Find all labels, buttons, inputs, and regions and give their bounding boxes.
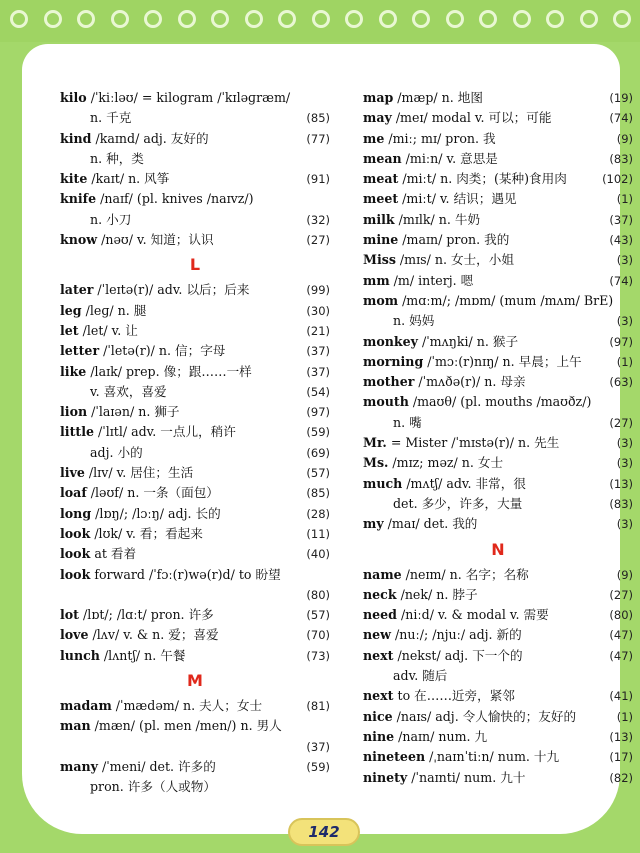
entry-text: knife /naɪf/ (pl. knives /naɪvz/) xyxy=(60,191,254,207)
glossary-entry xyxy=(60,605,330,625)
entry-text: kind /kaɪnd/ adj. 友好的 xyxy=(60,130,209,146)
entry-text: look forward /ˈfɔː(r)wə(r)d/ to 盼望 xyxy=(60,566,281,582)
headword: know xyxy=(60,232,98,248)
glossary-entry xyxy=(363,392,633,412)
unit-reference: (97) xyxy=(306,405,330,420)
entry-text: Miss /mɪs/ n. 女士，小姐 xyxy=(363,252,514,268)
entry-text: next to 在……近旁，紧邻 xyxy=(363,688,515,704)
unit-reference: (1) xyxy=(616,192,633,207)
unit-reference: (9) xyxy=(616,131,633,146)
glossary-entry xyxy=(363,514,633,534)
headword: milk xyxy=(363,211,395,227)
unit-reference: (47) xyxy=(609,628,633,643)
section-letter: M xyxy=(187,671,203,691)
entry-text: man /mæn/ (pl. men /men/) n. 男人 xyxy=(60,718,282,734)
binder-rings xyxy=(0,4,640,38)
entry-text: nine /naɪn/ num. 九 xyxy=(363,728,488,744)
entry-text: many /ˈmeni/ det. 许多的 xyxy=(60,758,216,774)
binder-ring-icon xyxy=(546,10,564,28)
glossary-entry xyxy=(363,494,633,514)
entry-text: live /lɪv/ v. 居住；生活 xyxy=(60,465,194,481)
headword: look xyxy=(60,525,91,541)
headword: loaf xyxy=(60,485,87,501)
glossary-entry xyxy=(60,88,330,108)
headword: Miss xyxy=(363,252,396,268)
entry-text: me /miː; mɪ/ pron. 我 xyxy=(363,130,496,146)
unit-reference: (28) xyxy=(306,506,330,521)
glossary-entry xyxy=(363,271,633,291)
unit-reference: (99) xyxy=(306,283,330,298)
glossary-entry xyxy=(60,443,330,463)
entry-text: loaf /ləʊf/ n. 一条（面包） xyxy=(60,485,219,501)
entry-text: look /lʊk/ v. 看；看起来 xyxy=(60,525,203,541)
glossary-entry xyxy=(363,169,633,189)
unit-reference: (57) xyxy=(306,466,330,481)
unit-reference: (83) xyxy=(609,151,633,166)
entry-text: nineteen /ˌnaɪnˈtiːn/ num. 十九 xyxy=(363,749,560,765)
headword: may xyxy=(363,110,392,126)
glossary-entry xyxy=(363,210,633,230)
unit-reference: (80) xyxy=(609,608,633,623)
binder-ring-icon xyxy=(211,10,229,28)
glossary-entry xyxy=(363,332,633,352)
glossary-entry xyxy=(363,625,633,645)
entry-text: long /lɒŋ/; /lɔːŋ/ adj. 长的 xyxy=(60,505,221,521)
glossary-entry xyxy=(363,433,633,453)
unit-reference: (82) xyxy=(609,770,633,785)
headword: lunch xyxy=(60,647,100,663)
entry-text: later /ˈleɪtə(r)/ adv. 以后；后来 xyxy=(60,282,250,298)
headword: live xyxy=(60,465,85,481)
glossary-entry xyxy=(60,463,330,483)
unit-reference: (47) xyxy=(609,648,633,663)
entry-text: my /maɪ/ det. 我的 xyxy=(363,516,478,532)
unit-reference: (9) xyxy=(616,567,633,582)
binder-ring-icon xyxy=(245,10,263,28)
left-column xyxy=(60,88,330,798)
entry-text: next /nekst/ adj. 下一个的 xyxy=(363,647,523,663)
binder-ring-icon xyxy=(111,10,129,28)
glossary-entry xyxy=(363,291,633,311)
entry-text: monkey /ˈmʌŋki/ n. 猴子 xyxy=(363,333,519,349)
entry-text: let /let/ v. 让 xyxy=(60,322,138,338)
binder-ring-icon xyxy=(144,10,162,28)
glossary-entry xyxy=(363,372,633,392)
glossary-entry xyxy=(60,321,330,341)
headword: madam xyxy=(60,698,112,714)
entry-text: kite /kaɪt/ n. 风筝 xyxy=(60,171,170,187)
glossary-entry xyxy=(363,646,633,666)
glossary-entry xyxy=(60,422,330,442)
headword: new xyxy=(363,627,392,643)
unit-reference: (27) xyxy=(609,587,633,602)
glossary-entry xyxy=(60,737,330,757)
glossary-entry xyxy=(60,301,330,321)
headword: mouth xyxy=(363,394,409,410)
headword: nine xyxy=(363,728,395,744)
binder-ring-icon xyxy=(178,10,196,28)
unit-reference: (70) xyxy=(306,628,330,643)
binder-ring-icon xyxy=(77,10,95,28)
glossary-entry xyxy=(60,341,330,361)
glossary-entry xyxy=(363,88,633,108)
entry-text: lion /ˈlaɪən/ n. 狮子 xyxy=(60,404,180,420)
headword: nice xyxy=(363,708,393,724)
headword: lot xyxy=(60,607,80,623)
unit-reference: (1) xyxy=(616,709,633,724)
entry-text: meet /miːt/ v. 结识；遇见 xyxy=(363,191,517,207)
unit-reference: (3) xyxy=(616,436,633,451)
headword: meet xyxy=(363,191,399,207)
entry-text: v. 喜欢，喜爱 xyxy=(90,383,167,399)
headword: let xyxy=(60,322,79,338)
entry-text: nice /naɪs/ adj. 令人愉快的；友好的 xyxy=(363,708,577,724)
binder-ring-icon xyxy=(513,10,531,28)
headword: long xyxy=(60,505,92,521)
unit-reference: (85) xyxy=(306,111,330,126)
glossary-entry xyxy=(60,757,330,777)
unit-reference: (85) xyxy=(306,486,330,501)
entry-text: mine /maɪn/ pron. 我的 xyxy=(363,232,510,248)
headword: leg xyxy=(60,302,82,318)
unit-reference: (59) xyxy=(306,425,330,440)
headword: man xyxy=(60,718,91,734)
glossary-entry xyxy=(60,483,330,503)
headword: map xyxy=(363,90,394,105)
headword: lion xyxy=(60,404,88,420)
glossary-entry xyxy=(60,382,330,402)
unit-reference: (41) xyxy=(609,689,633,704)
entry-text: letter /ˈletə(r)/ n. 信；字母 xyxy=(60,343,226,359)
binder-ring-icon xyxy=(278,10,296,28)
glossary-entry xyxy=(363,686,633,706)
headword: nineteen xyxy=(363,749,426,765)
headword: like xyxy=(60,363,87,379)
unit-reference: (69) xyxy=(306,445,330,460)
glossary-entry xyxy=(60,777,330,797)
entry-text: n. 种，类 xyxy=(90,150,144,166)
headword: me xyxy=(363,130,385,146)
glossary-entry xyxy=(363,707,633,727)
headword: kite xyxy=(60,171,88,187)
entry-text: name /neɪm/ n. 名字；名称 xyxy=(363,566,529,582)
glossary-entry xyxy=(60,565,330,585)
entry-text: Mr. = Mister /ˈmɪstə(r)/ n. 先生 xyxy=(363,435,560,451)
entry-text: much /mʌtʃ/ adv. 非常，很 xyxy=(363,475,526,491)
unit-reference: (80) xyxy=(306,587,330,602)
unit-reference: (27) xyxy=(609,415,633,430)
entry-text: little /ˈlɪtl/ adv. 一点儿，稍许 xyxy=(60,424,236,440)
binder-ring-icon xyxy=(446,10,464,28)
entry-text: leg /leɡ/ n. 腿 xyxy=(60,302,147,318)
unit-reference: (81) xyxy=(306,699,330,714)
entry-text: pron. 许多（人或物） xyxy=(90,779,216,795)
headword: mean xyxy=(363,150,402,166)
unit-reference: (3) xyxy=(616,517,633,532)
unit-reference: (57) xyxy=(306,608,330,623)
binder-ring-icon xyxy=(613,10,631,28)
glossary-entry xyxy=(60,362,330,382)
entry-text: adv. 随后 xyxy=(393,668,448,684)
glossary-entry xyxy=(60,402,330,422)
glossary-entry xyxy=(363,352,633,372)
glossary-entry xyxy=(363,565,633,585)
unit-reference: (32) xyxy=(306,212,330,227)
headword: need xyxy=(363,607,397,623)
entry-text: mother /ˈmʌðə(r)/ n. 母亲 xyxy=(363,374,526,390)
entry-text: know /nəʊ/ v. 知道；认识 xyxy=(60,232,214,248)
entry-text: lot /lɒt/; /lɑːt/ pron. 许多 xyxy=(60,607,214,623)
headword: next xyxy=(363,647,394,663)
binder-ring-icon xyxy=(379,10,397,28)
headword: kilo xyxy=(60,90,87,105)
glossary-entry xyxy=(60,716,330,736)
glossary-entry xyxy=(363,413,633,433)
headword: much xyxy=(363,475,403,491)
glossary-entry xyxy=(60,108,330,128)
headword: letter xyxy=(60,343,100,359)
unit-reference: (73) xyxy=(306,648,330,663)
unit-reference: (1) xyxy=(616,354,633,369)
glossary-entry xyxy=(363,666,633,686)
entry-text: n. 小刀 xyxy=(90,211,132,227)
glossary-entry xyxy=(60,280,330,300)
glossary-entry xyxy=(60,169,330,189)
glossary-entry xyxy=(60,504,330,524)
unit-reference: (21) xyxy=(306,323,330,338)
unit-reference: (54) xyxy=(306,384,330,399)
headword: morning xyxy=(363,353,424,369)
unit-reference: (19) xyxy=(609,91,633,105)
headword: name xyxy=(363,566,402,582)
headword: love xyxy=(60,627,89,643)
unit-reference: (30) xyxy=(306,303,330,318)
headword: next xyxy=(363,688,394,704)
entry-text: madam /ˈmædəm/ n. 夫人；女士 xyxy=(60,698,263,714)
unit-reference: (13) xyxy=(609,729,633,744)
headword: Ms. xyxy=(363,455,389,471)
headword: mother xyxy=(363,374,415,390)
headword: monkey xyxy=(363,333,418,349)
headword: look xyxy=(60,566,91,582)
entry-text: neck /nek/ n. 脖子 xyxy=(363,586,478,602)
binder-ring-icon xyxy=(580,10,598,28)
unit-reference: (37) xyxy=(306,739,330,754)
unit-reference: (83) xyxy=(609,496,633,511)
right-column xyxy=(363,88,633,788)
unit-reference: (17) xyxy=(609,750,633,765)
entry-text: need /niːd/ v. & modal v. 需要 xyxy=(363,607,549,623)
unit-reference: (11) xyxy=(306,526,330,541)
glossary-entry xyxy=(363,149,633,169)
entry-text: ninety /ˈnaɪnti/ num. 九十 xyxy=(363,769,526,785)
entry-text: mean /miːn/ v. 意思是 xyxy=(363,150,498,166)
entry-text: mm /m/ interj. 嗯 xyxy=(363,272,474,288)
glossary-entry xyxy=(60,189,330,209)
glossary-entry xyxy=(60,149,330,169)
glossary-entry xyxy=(363,747,633,767)
glossary-entry xyxy=(363,230,633,250)
glossary-entry xyxy=(60,129,330,149)
unit-reference: (74) xyxy=(609,111,633,126)
page-number: 142 xyxy=(308,823,340,841)
unit-reference: (43) xyxy=(609,233,633,248)
glossary-entry xyxy=(363,189,633,209)
entry-text: n. 千克 xyxy=(90,110,132,126)
headword: kind xyxy=(60,130,92,146)
entry-text: lunch /lʌntʃ/ n. 午餐 xyxy=(60,647,186,663)
headword: mom xyxy=(363,292,399,308)
glossary-entry xyxy=(60,625,330,645)
headword: little xyxy=(60,424,94,440)
glossary-entry xyxy=(60,524,330,544)
unit-reference: (13) xyxy=(609,476,633,491)
unit-reference: (63) xyxy=(609,375,633,390)
entry-text: milk /mɪlk/ n. 牛奶 xyxy=(363,211,481,227)
entry-text: love /lʌv/ v. & n. 爱；喜爱 xyxy=(60,627,219,643)
entry-text: morning /ˈmɔː(r)nɪŋ/ n. 早晨；上午 xyxy=(363,353,582,369)
unit-reference: (102) xyxy=(602,172,633,187)
headword: mm xyxy=(363,272,390,288)
entry-text: det. 多少，许多，大量 xyxy=(393,495,523,511)
glossary-entry xyxy=(60,646,330,666)
glossary-entry xyxy=(363,605,633,625)
headword: meat xyxy=(363,171,399,187)
glossary-entry xyxy=(363,311,633,331)
unit-reference: (37) xyxy=(306,364,330,379)
headword: Mr. xyxy=(363,435,387,451)
unit-reference: (40) xyxy=(306,547,330,562)
glossary-entry xyxy=(363,250,633,270)
headword: my xyxy=(363,516,384,532)
unit-reference: (37) xyxy=(609,212,633,227)
entry-text: map /mæp/ n. 地图 xyxy=(363,90,483,105)
glossary-entry xyxy=(363,727,633,747)
entry-text: new /nuː/; /njuː/ adj. 新的 xyxy=(363,627,522,643)
glossary-entry xyxy=(363,108,633,128)
entry-text: meat /miːt/ n. 肉类；(某种)食用肉 xyxy=(363,171,567,187)
glossary-entry xyxy=(363,453,633,473)
glossary-entry xyxy=(60,585,330,605)
glossary-entry xyxy=(60,230,330,250)
entry-text: mouth /maʊθ/ (pl. mouths /maʊðz/) xyxy=(363,394,592,410)
entry-text: kilo /ˈkiːləʊ/ = kilogram /ˈkɪləɡræm/ xyxy=(60,90,291,105)
entry-text: like /laɪk/ prep. 像；跟……一样 xyxy=(60,363,252,379)
binder-ring-icon xyxy=(412,10,430,28)
glossary-entry xyxy=(60,696,330,716)
unit-reference: (74) xyxy=(609,273,633,288)
unit-reference: (27) xyxy=(306,233,330,248)
glossary-entry xyxy=(363,129,633,149)
unit-reference: (3) xyxy=(616,253,633,268)
unit-reference: (77) xyxy=(306,131,330,146)
binder-ring-icon xyxy=(345,10,363,28)
entry-text: mom /mɑːm/; /mɒm/ (mum /mʌm/ BrE) xyxy=(363,292,614,308)
section-letter: N xyxy=(491,539,505,559)
glossary-entry xyxy=(363,474,633,494)
entry-text: look at 看着 xyxy=(60,546,137,562)
glossary-entry xyxy=(60,210,330,230)
headword: ninety xyxy=(363,769,408,785)
binder-ring-icon xyxy=(479,10,497,28)
section-letter: L xyxy=(189,255,201,275)
entry-text: n. 嘴 xyxy=(393,414,422,430)
unit-reference: (59) xyxy=(306,759,330,774)
binder-ring-icon xyxy=(44,10,62,28)
glossary-entry xyxy=(363,585,633,605)
unit-reference: (3) xyxy=(616,314,633,329)
headword: look xyxy=(60,546,91,562)
unit-reference: (97) xyxy=(609,334,633,349)
binder-ring-icon xyxy=(10,10,28,28)
unit-reference: (37) xyxy=(306,344,330,359)
entry-text: may /meɪ/ modal v. 可以；可能 xyxy=(363,110,552,126)
unit-reference: (91) xyxy=(306,172,330,187)
entry-text: adj. 小的 xyxy=(90,444,143,460)
headword: neck xyxy=(363,586,397,602)
headword: many xyxy=(60,758,98,774)
glossary-entry xyxy=(363,768,633,788)
headword: mine xyxy=(363,232,399,248)
headword: later xyxy=(60,282,94,298)
binder-ring-icon xyxy=(312,10,330,28)
page-number-badge xyxy=(288,818,360,846)
entry-text: n. 妈妈 xyxy=(393,313,435,329)
unit-reference: (3) xyxy=(616,456,633,471)
entry-text: Ms. /mɪz; məz/ n. 女士 xyxy=(363,455,504,471)
headword: knife xyxy=(60,191,97,207)
glossary-entry xyxy=(60,544,330,564)
